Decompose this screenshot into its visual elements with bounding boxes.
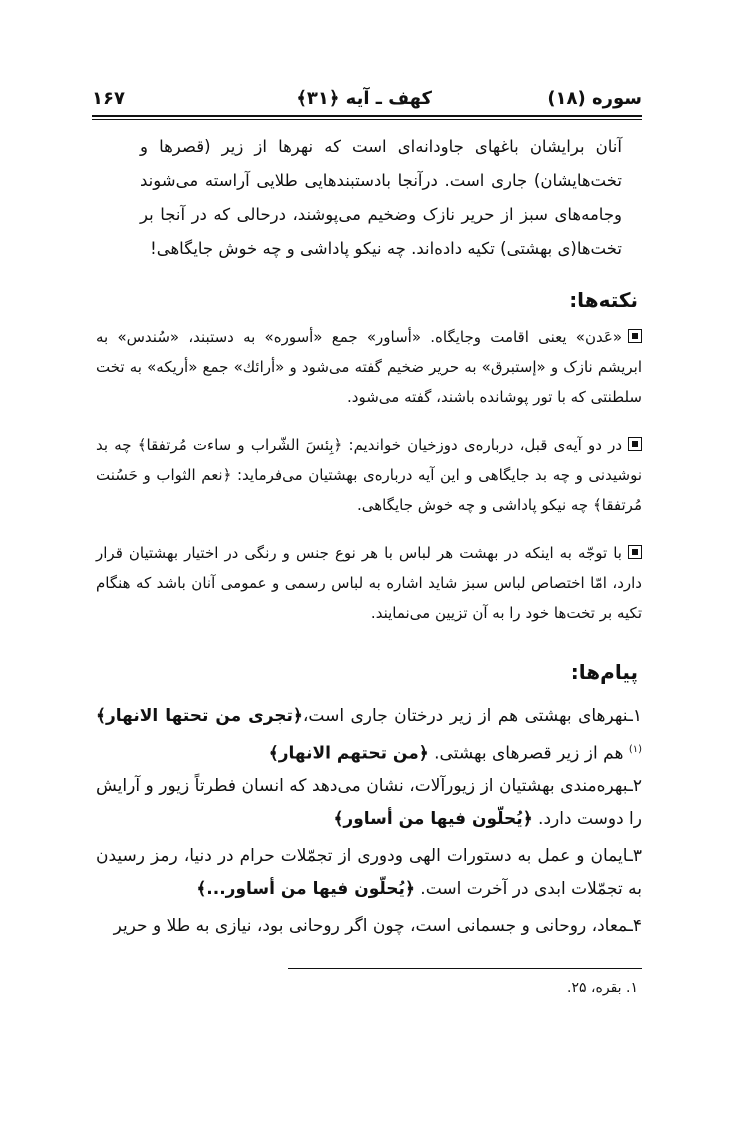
message-item	[96, 770, 642, 836]
message-text: معاد، روحانی و جسمانی است، چون اگر روحانی بود، نیازی به طلا و حریر	[113, 916, 628, 936]
verse-translation: آنان برایشان باغهای جاودانه‌ای است که نهرها از زیر (قصرها و تخت‌هایشان) جاری است. درآنجا بادستبندهایی طلایی آراسته می‌شوند وجامه‌های سبز از حریر نازک وضخیم می‌پوشند، درحالی که در آنجا بر تخت‌ها(ی بهشتی) تکیه داده‌اند. چه نیکو پاداشی و چه خوش جایگاهی!	[140, 137, 622, 258]
quran-quote: ﴿یُحلّون فیها من أساور...﴾	[196, 879, 415, 899]
quran-quote-2: ﴿من تحتهم الانهار﴾	[268, 743, 429, 764]
message-text: ایمان و عمل به دستورات الهی ودوری از تجمّلات حرام در دنیا، رمز رسیدن به تجمّلات ابدی در آخرت است.	[96, 846, 642, 899]
footnote: ۱. بقره، ۲۵.	[567, 980, 638, 996]
message-item	[96, 840, 642, 906]
message-item	[96, 910, 642, 943]
page-number: ۱۶۷	[92, 88, 125, 109]
message-number: ۱ـ	[627, 706, 642, 726]
page-header	[92, 88, 642, 114]
message-number: ۲ـ	[627, 776, 642, 796]
notes-heading: نکته‌ها:	[569, 288, 638, 312]
message-item	[96, 700, 642, 771]
surah-label: سوره (۱۸)	[547, 88, 642, 109]
ayah-label: کهف ـ آیه ﴿۳۱﴾	[296, 88, 432, 109]
square-bullet-icon	[628, 437, 642, 451]
note-item	[96, 538, 642, 628]
messages-heading: پیام‌ها:	[570, 660, 638, 684]
message-text: نهرهای بهشتی هم از زیر درختان جاری است،	[302, 706, 628, 726]
header-rule-thin	[92, 119, 642, 120]
square-bullet-icon	[628, 545, 642, 559]
note-item	[96, 430, 642, 520]
footnote-rule	[288, 968, 642, 969]
header-rule	[92, 115, 642, 117]
note-text: در دو آیه‌ی قبل، درباره‌ی دوزخیان خواندیم: ﴿بِئسَ الشّراب و ساءت مُرتفقا﴾ چه بد نوشیدنی و چه بد جایگاهی و این آیه درباره‌ی بهشتیان می‌فرماید: ﴿نعم الثواب و حَسُنت مُرتفقا﴾ چه نیکو پاداشی و چه خوش جایگاهی.	[96, 436, 642, 514]
message-number: ۳ـ	[627, 846, 642, 866]
footnote-ref: (۱)	[628, 744, 642, 755]
note-text: «عَدن» یعنی اقامت وجایگاه. «أساور» جمع «أسوره» به دستبند، «سُندس» به ابریشم نازک و «إستبرق» به حریر ضخیم گفته می‌شود و «أرائك» جمع «أریكه» به تخت سلطنتی که با تور پوشانده باشند، گفته می‌شود.	[96, 328, 642, 406]
note-text: با توجّه به اینکه در بهشت هر لباس با هر نوع جنس و رنگی در اختیار بهشتیان قرار دارد، امّا اختصاص لباس سبز شاید اشاره به لباس رسمی و عمومی آنان باشد که هنگام تکیه بر تخت‌ها خود را به آن تزیین می‌نمایند.	[96, 544, 642, 622]
message-text-cont: هم از زیر قصرهای بهشتی.	[428, 743, 629, 764]
quran-quote: ﴿تجری من تحتها الانهار﴾	[96, 706, 303, 726]
message-number: ۴ـ	[627, 916, 642, 936]
square-bullet-icon	[628, 329, 642, 343]
message-text: بهره‌مندی بهشتیان از زیورآلات، نشان می‌دهد که انسان فطرتاً زیور و آرایش را دوست دارد.	[96, 776, 642, 829]
quran-quote: ﴿یُحلّون فیها من أساور﴾	[333, 809, 533, 829]
note-item	[96, 322, 642, 412]
